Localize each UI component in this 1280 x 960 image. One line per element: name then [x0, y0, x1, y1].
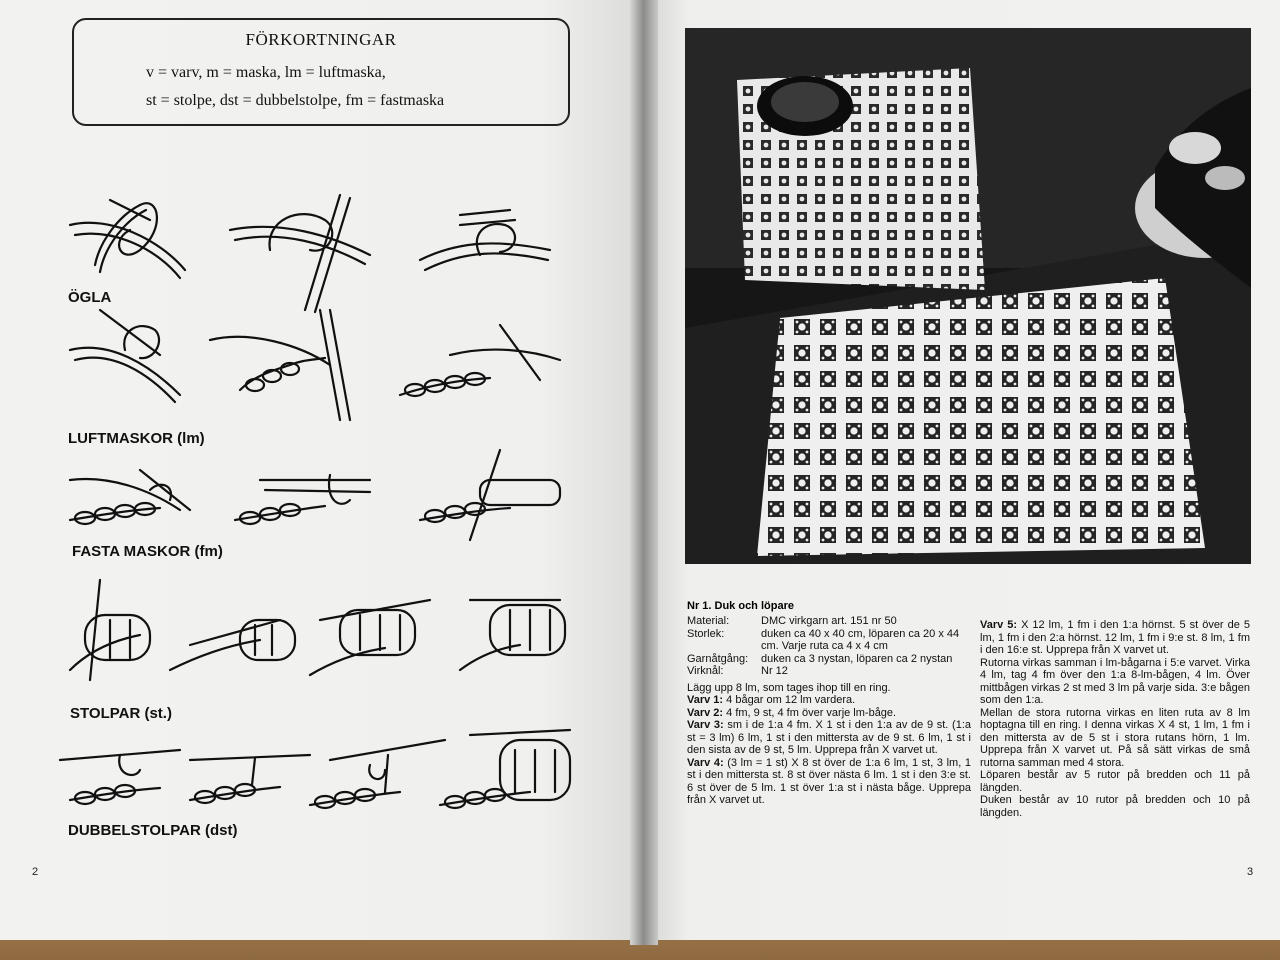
- round-instruction: [980, 619, 1250, 657]
- round-text: (3 lm = 1 st) X 8 st över de 1:a 6 lm, 1 st, 3 lm, 1 st i den mittersta st. 8 st över nästa 6 lm. 1 st i den 3:e st. 6 st över de 5 lm. 1 st över 1:a st i nästa båge. Upprepa från X varvet ut.: [687, 756, 971, 806]
- round-label: Varv 3:: [687, 719, 724, 731]
- double-treble-diagram-2: [190, 755, 310, 803]
- materials-value: Nr 12: [761, 665, 788, 677]
- materials-table: [687, 615, 971, 807]
- crochet-illustrations: [40, 180, 600, 830]
- materials-key: Garnåtgång:: [687, 652, 749, 665]
- page-number-right: 3: [1247, 866, 1254, 878]
- pattern-title: Nr 1. Duk och löpare: [687, 600, 794, 612]
- treble-diagram-4: [460, 600, 565, 670]
- instructions-intro: Lägg upp 8 lm, som tages ihop till en ring.: [687, 681, 891, 694]
- round-text: X 12 lm, 1 fm i den 1:a hörnst. 5 st över de 5 lm, 1 fm i den 2:a hörnst. 12 lm, 1 fm i 9:e st. 8 lm, 1 fm i den 16:e st. Upprepa från X varvet ut.: [980, 619, 1250, 656]
- loop-diagram-3: [420, 210, 550, 270]
- section-label-double-treble: DUBBELSTOLPAR (dst): [68, 822, 238, 839]
- treble-diagram-2: [170, 620, 295, 670]
- section-label-loop: ÖGLA: [68, 289, 112, 306]
- round-instruction: [687, 757, 971, 807]
- doily-photo-image: [685, 28, 1251, 564]
- abbreviations-box: [72, 18, 570, 126]
- loop-diagram-1: [70, 200, 185, 278]
- doily-photo: [685, 28, 1251, 564]
- single-crochet-diagram-3: [420, 450, 560, 540]
- round-label: Varv 5:: [980, 619, 1018, 631]
- double-treble-diagram-3: [310, 740, 445, 808]
- round-text: sm i de 1:a 4 fm. X 1 st i den 1:a av de 9 st. (1:a st = 3 lm) 6 lm, 1 st i den mittersta av de 9 st. 6 lm, 1 st i den sista av de 9 st, 5 lm. Upprepa från X varvet ut.: [687, 719, 971, 756]
- round-label: Varv 4:: [687, 756, 724, 769]
- materials-row: [687, 665, 971, 678]
- section-label-treble: STOLPAR (st.): [70, 705, 172, 722]
- assembly-paragraph: Mellan de stora rutorna virkas en liten ruta av 8 lm hoptagna till en ring. I denna virkas X 4 st, 1 lm, 1 fm i den mittersta av de 5 st i stora rutans hörn, 1 lm. Upprepa från X varvet ut. På så sätt virkas de små rutorna samman med 4 stora.: [980, 706, 1250, 769]
- round-label: Varv 2:: [687, 706, 724, 719]
- assembly-paragraph: Löparen består av 5 rutor på bredden och 11 på längden.: [980, 769, 1250, 794]
- abbreviations-line-1: v = varv, m = maska, lm = luftmaska,: [146, 64, 386, 81]
- chain-diagram-1: [70, 310, 180, 402]
- materials-key: Storlek:: [687, 627, 725, 640]
- materials-value: duken ca 3 nystan, löparen ca 2 nystan: [761, 652, 953, 665]
- materials-row: [687, 628, 971, 653]
- chain-diagram-3: [400, 325, 560, 396]
- materials-value: DMC virkgarn art. 151 nr 50: [761, 615, 897, 627]
- book-gutter: [630, 0, 658, 945]
- materials-key: Material:: [687, 615, 730, 627]
- round-instruction: [687, 719, 971, 757]
- single-crochet-diagram-2: [235, 475, 370, 524]
- loop-diagram-2: [230, 195, 370, 312]
- double-treble-diagram-4: [440, 730, 570, 808]
- single-crochet-diagram-1: [70, 470, 190, 524]
- materials-key: Virknål:: [687, 665, 724, 677]
- round-instruction: [687, 694, 971, 707]
- materials-value: duken ca 40 x 40 cm, löparen ca 20 x 44 cm. Varje ruta ca 4 x 4 cm: [761, 627, 960, 652]
- assembly-paragraph: Rutorna virkas samman i lm-bågarna i 5:e varvet. Virka 4 lm, tag 4 fm över den 1:a 8-lm-bågen, 4 lm. Över mittbågen virkas 2 st med 3 lm på varje sida. 3:e bågen som den 1:a.: [980, 656, 1250, 706]
- abbreviations-line-2: st = stolpe, dst = dubbelstolpe, fm = fastmaska: [146, 92, 445, 109]
- assembly-paragraph: Duken består av 10 rutor på bredden och 10 på längden.: [980, 794, 1250, 819]
- instructions-column-2: [980, 619, 1250, 819]
- section-label-single-crochet: FASTA MASKOR (fm): [72, 543, 223, 560]
- section-label-chain: LUFTMASKOR (lm): [68, 430, 205, 447]
- round-text: 4 bågar om 12 lm vardera.: [726, 694, 856, 706]
- round-label: Varv 1:: [687, 694, 724, 706]
- page-number-left: 2: [32, 866, 39, 878]
- materials-row: [687, 653, 971, 666]
- treble-diagram-3: [310, 600, 430, 675]
- chain-diagram-2: [210, 310, 350, 420]
- double-treble-diagram-1: [60, 750, 180, 804]
- materials-row: [687, 615, 971, 628]
- round-text: 4 fm, 9 st, 4 fm över varje lm-båge.: [726, 706, 897, 719]
- abbreviations-title: FÖRKORTNINGAR: [245, 30, 397, 49]
- treble-diagram-1: [70, 580, 150, 680]
- round-instruction: [687, 707, 971, 720]
